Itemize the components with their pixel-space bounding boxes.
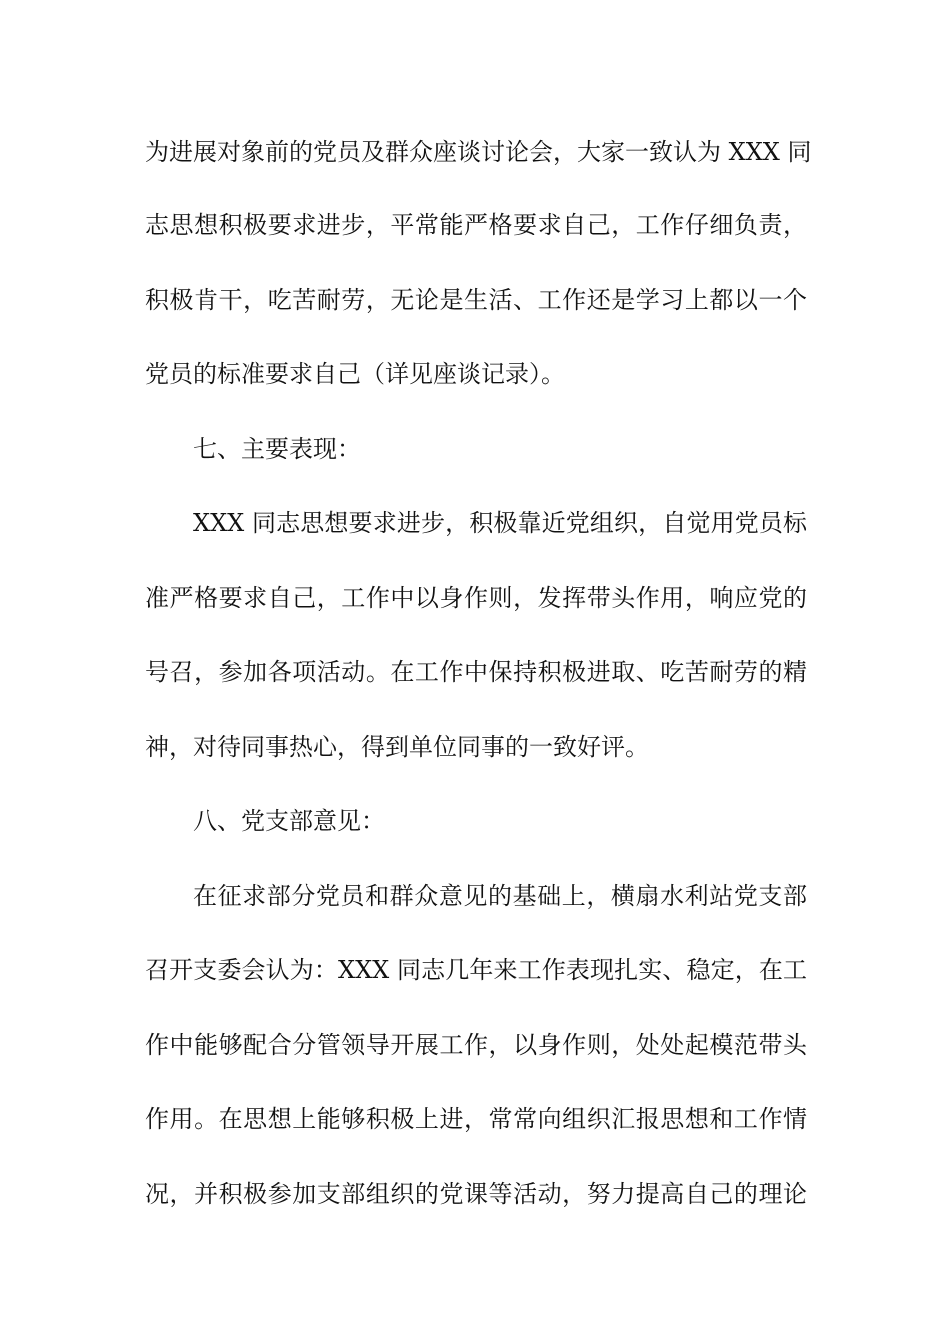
paragraph-line: 为进展对象前的党员及群众座谈讨论会，大家一致认为 XXX 同 — [145, 138, 812, 166]
paragraph-line: 志思想积极要求进步，平常能严格要求自己，工作仔细负责， — [145, 211, 807, 239]
section-heading-8: 八、党支部意见： — [193, 807, 385, 835]
paragraph-line: XXX 同志思想要求进步，积极靠近党组织，自觉用党员标 — [193, 509, 807, 537]
paragraph-line: 积极肯干，吃苦耐劳，无论是生活、工作还是学习上都以一个 — [145, 286, 807, 314]
paragraph-line: 准严格要求自己，工作中以身作则，发挥带头作用，响应党的 — [145, 584, 807, 612]
paragraph-line: 神，对待同事热心，得到单位同事的一致好评。 — [145, 733, 649, 761]
paragraph-line: 况，并积极参加支部组织的党课等活动，努力提高自己的理论 — [145, 1180, 807, 1208]
paragraph-line: 党员的标准要求自己（详见座谈记录）。 — [145, 360, 565, 388]
paragraph-line: 号召，参加各项活动。在工作中保持积极进取、吃苦耐劳的精 — [145, 658, 807, 686]
paragraph-line: 作中能够配合分管领导开展工作，以身作则，处处起模范带头 — [145, 1031, 807, 1059]
section-heading-7: 七、主要表现： — [193, 435, 361, 463]
paragraph-line: 作用。在思想上能够积极上进，常常向组织汇报思想和工作情 — [145, 1105, 807, 1133]
paragraph-line: 召开支委会认为：XXX 同志几年来工作表现扎实、稳定，在工 — [145, 956, 807, 984]
paragraph-line: 在征求部分党员和群众意见的基础上，横扇水利站党支部 — [193, 882, 807, 910]
